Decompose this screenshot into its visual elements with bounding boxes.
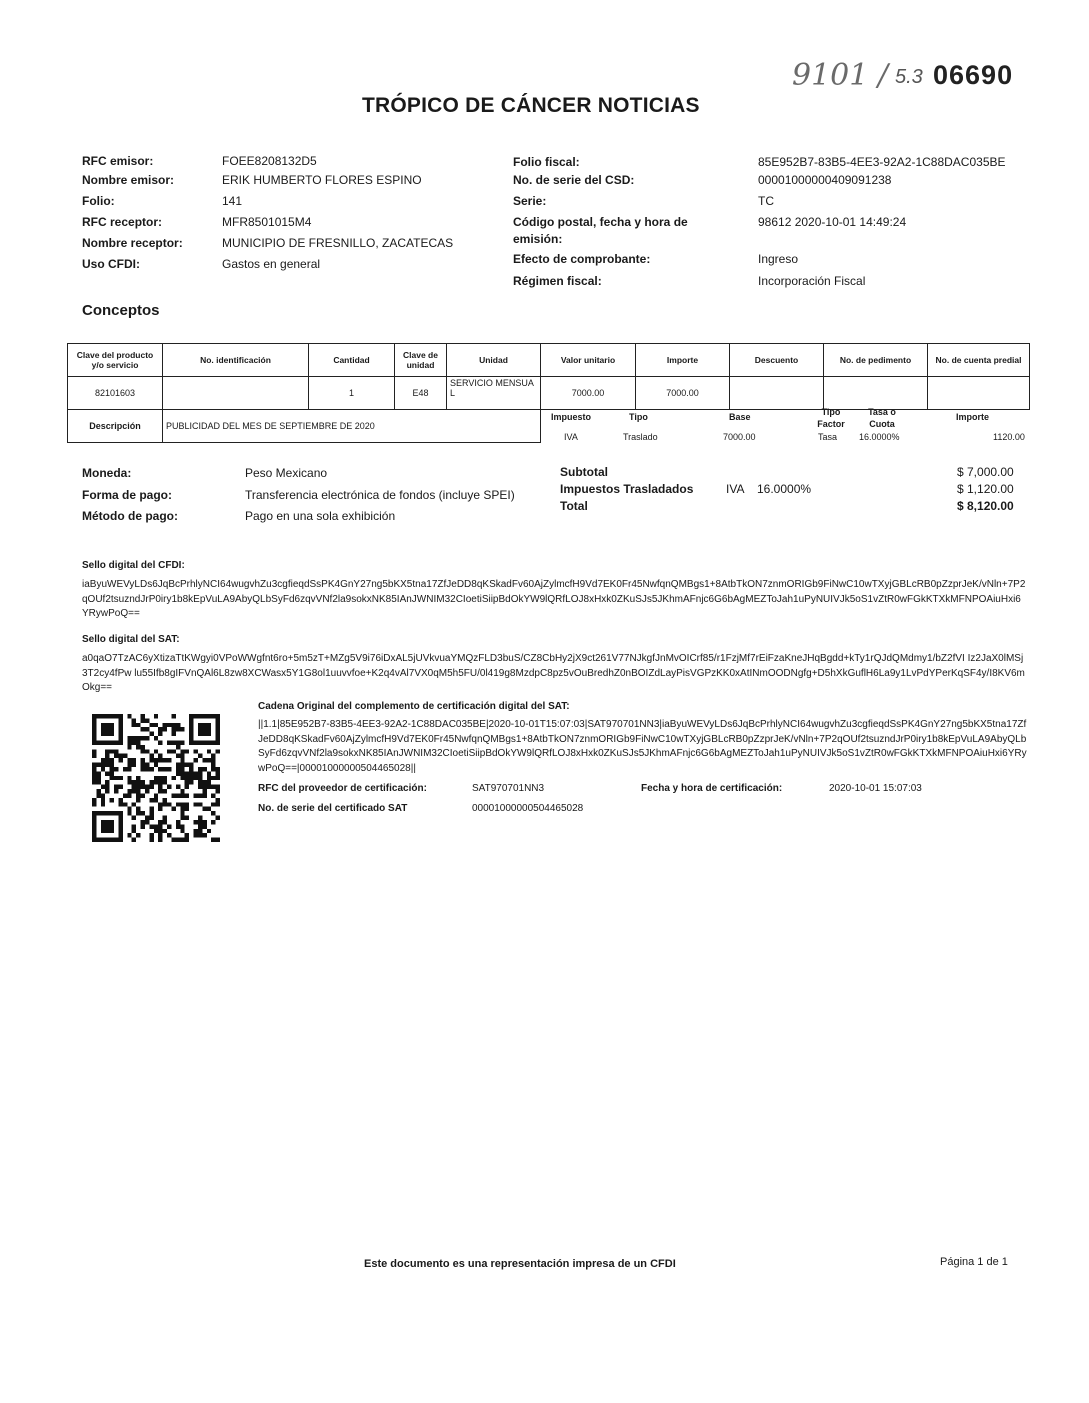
serie-sat-label: No. de serie del certificado SAT [258,803,408,814]
sello-cfdi-label: Sello digital del CFDI: [82,560,185,571]
serie-label: Serie: [513,194,547,208]
cell-importe: 7000.00 [636,377,730,410]
serie-sat-value: 00001000000504465028 [472,803,584,814]
header-cantidad: Cantidad [309,344,395,377]
cp-fecha-label-line2: emisión: [513,232,563,246]
fecha-cert-value: 2020-10-01 15:07:03 [829,783,922,794]
cell-cuenta-predial [928,377,1030,410]
rfc-emisor-label: RFC emisor: [82,154,154,168]
forma-pago-value: Transferencia electrónica de fondos (incluye SPEI) [245,488,515,502]
rfc-proveedor-label: RFC del proveedor de certificación: [258,783,427,794]
descripcion-label: Descripción [68,410,163,443]
header-valor-unitario: Valor unitario [541,344,636,377]
descripcion-value: PUBLICIDAD DEL MES DE SEPTIEMBRE DE 2020 [163,410,541,443]
concepts-table [67,343,1030,443]
folio-label: Folio: [82,194,115,208]
nombre-receptor-label: Nombre receptor: [82,236,183,250]
header-no-pedimento: No. de pedimento [824,344,928,377]
moneda-label: Moneda: [82,466,132,480]
tax-base: 7000.00 [723,432,756,442]
tax-tipo-factor-value: Tasa [818,432,838,442]
cell-no-identificacion [163,377,309,410]
impuestos-value: $ 1,120.00 [957,482,1014,496]
tax-impuesto: IVA [564,432,578,442]
tax-importe-value: 1120.00 [993,432,1025,442]
efecto-label: Efecto de comprobante: [513,252,651,266]
folio-fiscal-value: 85E952B7-83B5-4EE3-92A2-1C88DAC035BE [758,155,1006,169]
header-clave-unidad: Clave de unidad [395,344,447,377]
concepts-data-row [68,377,1030,410]
document-title: TRÓPICO DE CÁNCER NOTICIAS [362,94,700,117]
conceptos-title: Conceptos [82,302,160,319]
sello-sat-label: Sello digital del SAT: [82,634,180,645]
rfc-proveedor-value: SAT970701NN3 [472,783,545,794]
folio-fiscal-label: Folio fiscal: [513,155,580,169]
tax-detail-cell [541,407,1030,443]
cell-valor-unitario: 7000.00 [541,377,636,410]
cell-cantidad: 1 [309,377,395,410]
page-number: Página 1 de 1 [940,1256,1008,1268]
cell-clave-producto: 82101603 [68,377,163,410]
header-no-identificacion: No. identificación [163,344,309,377]
impuestos-label: Impuestos Trasladados [560,482,694,496]
cell-descuento [730,377,824,410]
tax-header-base: Base [729,412,751,422]
concepts-description-row [68,410,1030,443]
uso-cfdi-value: Gastos en general [222,257,321,271]
qr-code-image [92,714,220,842]
nombre-emisor-label: Nombre emisor: [82,173,175,187]
cp-fecha-label-line1: Código postal, fecha y hora de [513,215,688,229]
cp-fecha-value: 98612 2020-10-01 14:49:24 [758,215,907,229]
nombre-emisor-value: ERIK HUMBERTO FLORES ESPINO [222,173,422,187]
footer-note: Este documento es una representación impresa de un CFDI [364,1258,676,1270]
tax-header-tasa-cuota: Tasa o Cuota [868,407,896,429]
total-value: $ 8,120.00 [957,499,1014,513]
iva-rate: 16.0000% [757,482,812,496]
header-cuenta-predial: No. de cuenta predial [928,344,1030,377]
nombre-receptor-value: MUNICIPIO DE FRESNILLO, ZACATECAS [222,236,454,250]
rfc-receptor-label: RFC receptor: [82,215,163,229]
folio-value: 141 [222,194,243,208]
regimen-label: Régimen fiscal: [513,274,602,288]
header-descuento: Descuento [730,344,824,377]
metodo-pago-value: Pago en una sola exhibición [245,509,396,523]
efecto-value: Ingreso [758,252,799,266]
tax-tipo: Traslado [623,432,658,442]
metodo-pago-label: Método de pago: [82,509,178,523]
cadena-label: Cadena Original del complemento de certificación digital del SAT: [258,701,570,712]
fecha-cert-label: Fecha y hora de certificación: [641,783,783,794]
moneda-value: Peso Mexicano [245,466,328,480]
stamp-number: 06690 [933,60,1014,90]
serie-csd-label: No. de serie del CSD: [513,173,635,187]
handwritten-note: 9101 / [792,58,888,93]
concepts-header-row [68,344,1030,377]
sello-cfdi-value: iaByuWEVyLDs6JqBcPrhlyNCI64wugvhZu3cgfieqdSsPK4GnY27ng5bKX5tna17ZfJeDD8qKSkadFv60AjZylmcfH9Vd7EK0Fr45NwfqnQMBgs1+8AtbTkON7znmORIGb9FiNwC10wTXyjGBLcRB0pZzprJeK/vNln+7P2qOUf2tsuzndJrP0iry1b8kEpVuLA9AbyQLbSyFd6zqvVNf2la9sokxNK85IAnJWNIM32CIoetiSiipBdOkYW9lQRfLOJ8xHxk0ZKuSJs5JKhmAFnjc6G6bAgMEZToJah1uPyNUIVJk5oS1vZtR0wFGkKTXkMFNPOAiuHxi6YRywPoQ== [82,579,1026,619]
tax-header-impuesto: Impuesto [551,412,592,422]
header-unidad: Unidad [447,344,541,377]
subtotal-value: $ 7,000.00 [957,465,1014,479]
rfc-emisor-value: FOEE8208132D5 [222,154,317,168]
forma-pago-label: Forma de pago: [82,488,173,502]
rfc-receptor-value: MFR8501015M4 [222,215,312,229]
serie-value: TC [758,194,774,208]
cell-unidad: SERVICIO MENSUAL [447,377,541,410]
tax-header-tipo-factor: Tipo Factor [817,407,845,429]
tax-tasa-value: 16.0000% [859,432,900,442]
cell-clave-unidad: E48 [395,377,447,410]
sello-sat-value: a0qaO7TzAC6yXtizaTtKWgyi0VPoWWgfnt6ro+5m5zT+MZg5V9i76iDxAL5jUVkvuaYMQzFLD3buS/CZ8CbHy2jX9ct261V77NJkgfJnMvOICrf85/r1FzjMf7rEiFzaKneJHqBgdd+kTy1rQJdQMdmy1/bZ2fVI Iz2JaX0lMSj3T2cy4fPw lu55Ifb8gIFVnQAl6L8zw8XCWasx5Y1G8ol1uuvvfoe+K2q4vAl7VX0qM5h5FU/0l419g8MzdpC8pz5vOuBredhZ0nBOIZdLayPisVGPzKK0xAtINmOODNgfg+D5hXkGuflH6La9y1LvPdYPerKqSF4y/I8KV6mOkg== [82,653,1025,693]
cell-no-pedimento [824,377,928,410]
uso-cfdi-label: Uso CFDI: [82,257,140,271]
stamp-prefix: 5.3 [895,66,923,88]
header-importe: Importe [636,344,730,377]
regimen-value: Incorporación Fiscal [758,274,866,288]
serie-csd-value: 00001000000409091238 [758,173,892,187]
iva-label: IVA [726,482,745,496]
header-clave-producto: Clave del producto y/o servicio [68,344,163,377]
tax-header-tipo: Tipo [629,412,648,422]
subtotal-label: Subtotal [560,465,608,479]
cadena-value: ||1.1|85E952B7-83B5-4EE3-92A2-1C88DAC035BE|2020-10-01T15:07:03|SAT970701NN3|iaByuWEVyLDs6JqBcPrhlyNCI64wugvhZu3cgfieqdSsPK4GnY27ng5bKX5tna17ZfJeDD8qKSkadFv60AjZylmcfH9Vd7EK0Fr45NwfqnQMBgs1+8AtbTkON7znmORIGb9FiNwC10wTXyjGBLcRB0pZzprJeK/vNln+7P2qOUf2tsuzndJrP0iry1b8kEpVuLA9AbyQLbSyFd6zqvVNf2la9sokxNK85IAnJWNIM32CIoetiSiipBdOkYW9lQRfLOJ8xHxk0ZKuSJs5JKhmAFnjc6G6bAgMEZToJah1uPyNUIVJk5oS1vZtR0wFGkKTXkMFNPOAiuHxi6YRywPoQ==|00001000000504465028|| [258,719,1027,774]
tax-header-importe: Importe [956,412,990,422]
total-label: Total [560,499,588,513]
